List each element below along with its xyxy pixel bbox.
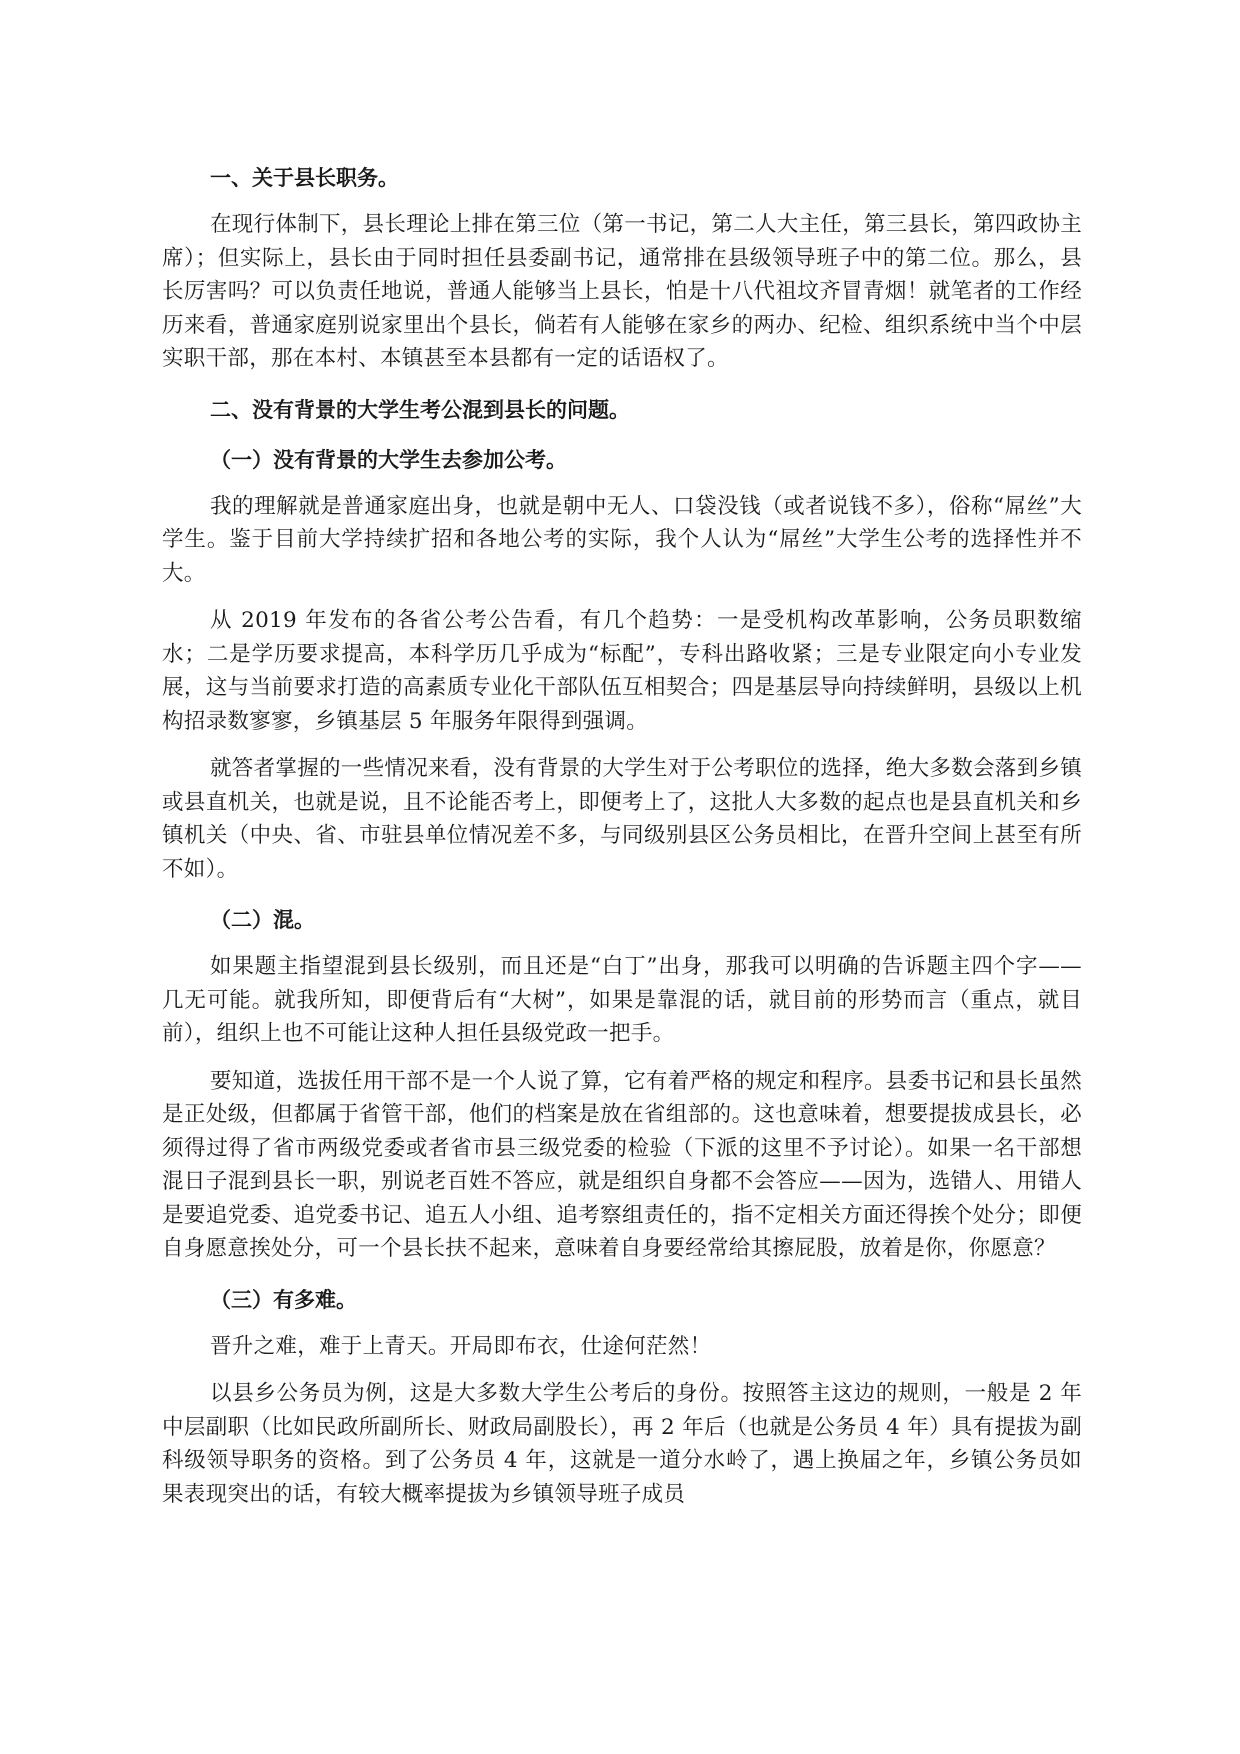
document-body (162, 158, 1082, 1525)
paragraph: 如果题主指望混到县长级别，而且还是“白丁”出身，那我可以明确的告诉题主四个字——几无可能。就我所知，即便背后有“大树”，如果是靠混的话，就目前的形势而言（重点，就目前），组织上也不可能让这种人担任县级党政一把手。 (162, 954, 1082, 1046)
section-heading-1: 一、关于县长职务。 (210, 166, 399, 190)
subsection-heading-3: （三）有多难。 (210, 1287, 357, 1312)
paragraph: 我的理解就是普通家庭出身，也就是朝中无人、口袋没钱（或者说钱不多），俗称“屌丝”大学生。鉴于目前大学持续扩招和各地公考的实际，我个人认为“屌丝”大学生公考的选择性并不大。 (162, 493, 1082, 586)
paragraph: 在现行体制下，县长理论上排在第三位（第一书记，第二人大主任，第三县长，第四政协主席）；但实际上，县长由于同时担任县委副书记，通常排在县级领导班子中的第二位。那么，县长厉害吗？可以负责任地说，普通人能够当上县长，怕是十八代祖坟齐冒青烟！就笔者的工作经历来看，普通家庭别说家里出个县长，倘若有人能够在家乡的两办、纪检、组织系统中当个中层实职干部，那在本村、本镇甚至本县都有一定的话语权了。 (162, 212, 1083, 371)
paragraph: 晋升之难，难于上青天。开局即布衣，仕途何茫然！ (210, 1333, 712, 1359)
paragraph: 就答者掌握的一些情况来看，没有背景的大学生对于公考职位的选择，绝大多数会落到乡镇或县直机关，也就是说，且不论能否考上，即便考上了，这批人大多数的起点也是县直机关和乡镇机关（中央、省、市驻县单位情况差不多，与同级别县区公务员相比，在晋升空间上甚至有所不如）。 (162, 756, 1083, 882)
paragraph: 以县乡公务员为例，这是大多数大学生公考后的身份。按照答主这边的规则，一般是 2 年中层副职（比如民政所副所长、财政局副股长），再 2 年后（也就是公务员 4 年）具有提拔为副科级领导职务的资格。到了公务员 4 年，这就是一道分水岭了，遇上换届之年，乡镇公务员如果表现突出的话，有较大概率提拔为乡镇领导班子成员 (162, 1381, 1082, 1507)
paragraph: 从 2019 年发布的各省公考公告看，有几个趋势：一是受机构改革影响，公务员职数缩水；二是学历要求提高，本科学历几乎成为“标配”，专科出路收紧；三是专业限定向小专业发展，这与当前要求打造的高素质专业化干部队伍互相契合；四是基层导向持续鲜明，县级以上机构招录数寥寥，乡镇基层 5 年服务年限得到强调。 (162, 608, 1082, 734)
section-heading-2: 二、没有背景的大学生考公混到县长的问题。 (210, 397, 630, 422)
subsection-heading-2: （二）混。 (210, 908, 315, 932)
paragraph: 要知道，选拔任用干部不是一个人说了算，它有着严格的规定和程序。县委书记和县长虽然是正处级，但都属于省管干部，他们的档案是放在省组部的。这也意味着，想要提拔成县长，必须得过得了省市两级党委或者省市县三级党委的检验（下派的这里不予讨论）。如果一名干部想混日子混到县长一职，别说老百姓不答应，就是组织自身都不会答应——因为，选错人、用错人是要追党委、追党委书记、追五人小组、追考察组责任的，指不定相关方面还得挨个处分；即便自身愿意挨处分，可一个县长扶不起来，意味着自身要经常给其擦屁股，放着是你，你愿意？ (162, 1068, 1083, 1261)
subsection-heading-1: （一）没有背景的大学生去参加公考。 (210, 447, 567, 472)
